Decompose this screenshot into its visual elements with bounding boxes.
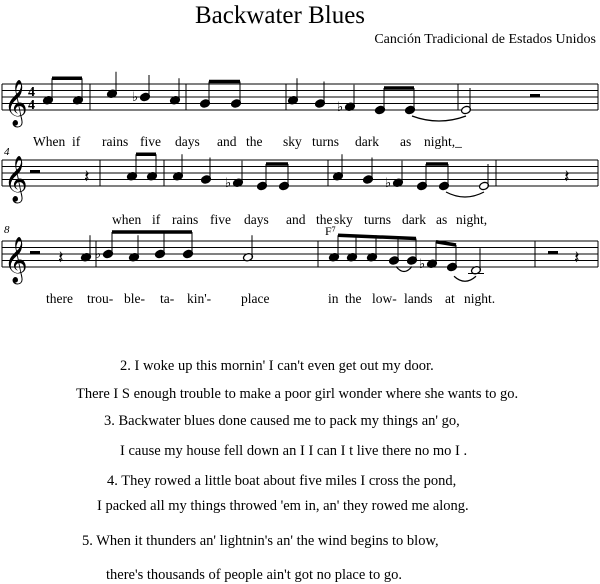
verse-line: 5. When it thunders an' lightnin's an' the wind begins to blow,	[82, 533, 439, 549]
lyric-syllable: night,	[456, 212, 488, 227]
lyric-syllable: in	[328, 291, 339, 306]
flat-sign: ♭	[419, 256, 426, 272]
treble-clef: 𝄞	[4, 80, 28, 126]
lyric-syllable: low-	[372, 291, 397, 306]
tie	[446, 192, 484, 197]
lyric-syllable: days	[244, 212, 269, 227]
time-signature-bottom: 4	[28, 98, 35, 113]
lyric-syllable: there	[46, 291, 73, 306]
lyric-syllable: as	[436, 212, 448, 227]
lyric-syllable: rains	[102, 134, 129, 149]
chord-symbol: F⁷	[325, 224, 336, 238]
quarter-rest: 𝄽	[574, 247, 580, 269]
lyric-syllable: night,_	[424, 134, 462, 149]
lyric-syllable: dark	[402, 212, 426, 227]
tie	[454, 276, 476, 281]
verse-line: 4. They rowed a little boat about five miles I cross the pond,	[107, 473, 457, 489]
half-rest	[548, 251, 558, 255]
quarter-rest: 𝄽	[58, 247, 64, 269]
lyric-syllable: five	[210, 212, 231, 227]
lyric-syllable: kin'-	[187, 291, 212, 306]
flat-sign: ♭	[225, 175, 232, 191]
lyric-syllable: at	[445, 291, 455, 306]
composer-credit: Canción Tradicional de Estados Unidos	[374, 32, 596, 47]
lyric-syllable: the	[316, 212, 333, 227]
song-title: Backwater Blues	[194, 2, 366, 29]
treble-clef: 𝄞	[4, 237, 28, 283]
lyric-syllable: lands	[404, 291, 433, 306]
beam	[436, 242, 456, 245]
lyric-syllable: dark	[355, 134, 379, 149]
flat-sign: ♭	[95, 247, 102, 262]
verse-line: I packed all my things throwed 'em in, an' they rowed me along.	[97, 498, 469, 514]
lyric-syllable: if	[152, 212, 161, 227]
lyric-syllable: when	[112, 212, 142, 227]
half-rest	[530, 94, 540, 98]
verse-line: 2. I woke up this mornin' I can't even get out my door.	[120, 358, 434, 374]
quarter-rest: 𝄽	[564, 166, 570, 188]
verse-line: there's thousands of people ain't got no place to go.	[106, 567, 402, 583]
lyric-syllable: five	[140, 134, 161, 149]
verse-line: 3. Backwater blues done caused me to pack my things an' go,	[104, 413, 460, 429]
lyric-syllable: night.	[464, 291, 496, 306]
time-signature-top: 4	[28, 85, 35, 100]
lyric-syllable: When	[33, 134, 66, 149]
lyric-syllable: ta-	[160, 291, 175, 306]
quarter-rest: 𝄽	[84, 166, 90, 188]
tie	[412, 116, 466, 121]
measure-number-8: 8	[4, 224, 10, 236]
measure-number-4: 4	[4, 146, 10, 158]
lyric-syllable: turns	[312, 134, 339, 149]
lyric-syllable: sky	[283, 134, 302, 149]
flat-sign: ♭	[132, 90, 139, 105]
beam	[338, 235, 416, 238]
lyric-syllable: turns	[364, 212, 391, 227]
half-rest	[30, 170, 40, 174]
flat-sign: ♭	[337, 99, 344, 115]
flat-sign: ♭	[385, 175, 392, 191]
lyric-syllable: trou-	[87, 291, 114, 306]
lyric-syllable: rains	[172, 212, 199, 227]
lyric-syllable: the	[246, 134, 263, 149]
lyric-syllable: and	[286, 212, 306, 227]
lyric-syllable: days	[175, 134, 200, 149]
verse-line: There I S enough trouble to make a poor girl wonder where she wants to go.	[76, 386, 519, 402]
lyric-syllable: ble-	[124, 291, 145, 306]
half-rest	[30, 251, 40, 255]
treble-clef: 𝄞	[4, 156, 28, 202]
lyric-syllable: and	[217, 134, 237, 149]
lyric-syllable: sky	[334, 212, 353, 227]
lyric-syllable: if	[72, 134, 81, 149]
lyric-syllable: as	[400, 134, 412, 149]
lyric-syllable: the	[345, 291, 362, 306]
verse-line: I cause my house fell down an I I can I t live there no mo I .	[120, 443, 468, 459]
lyric-syllable: place	[241, 291, 270, 306]
